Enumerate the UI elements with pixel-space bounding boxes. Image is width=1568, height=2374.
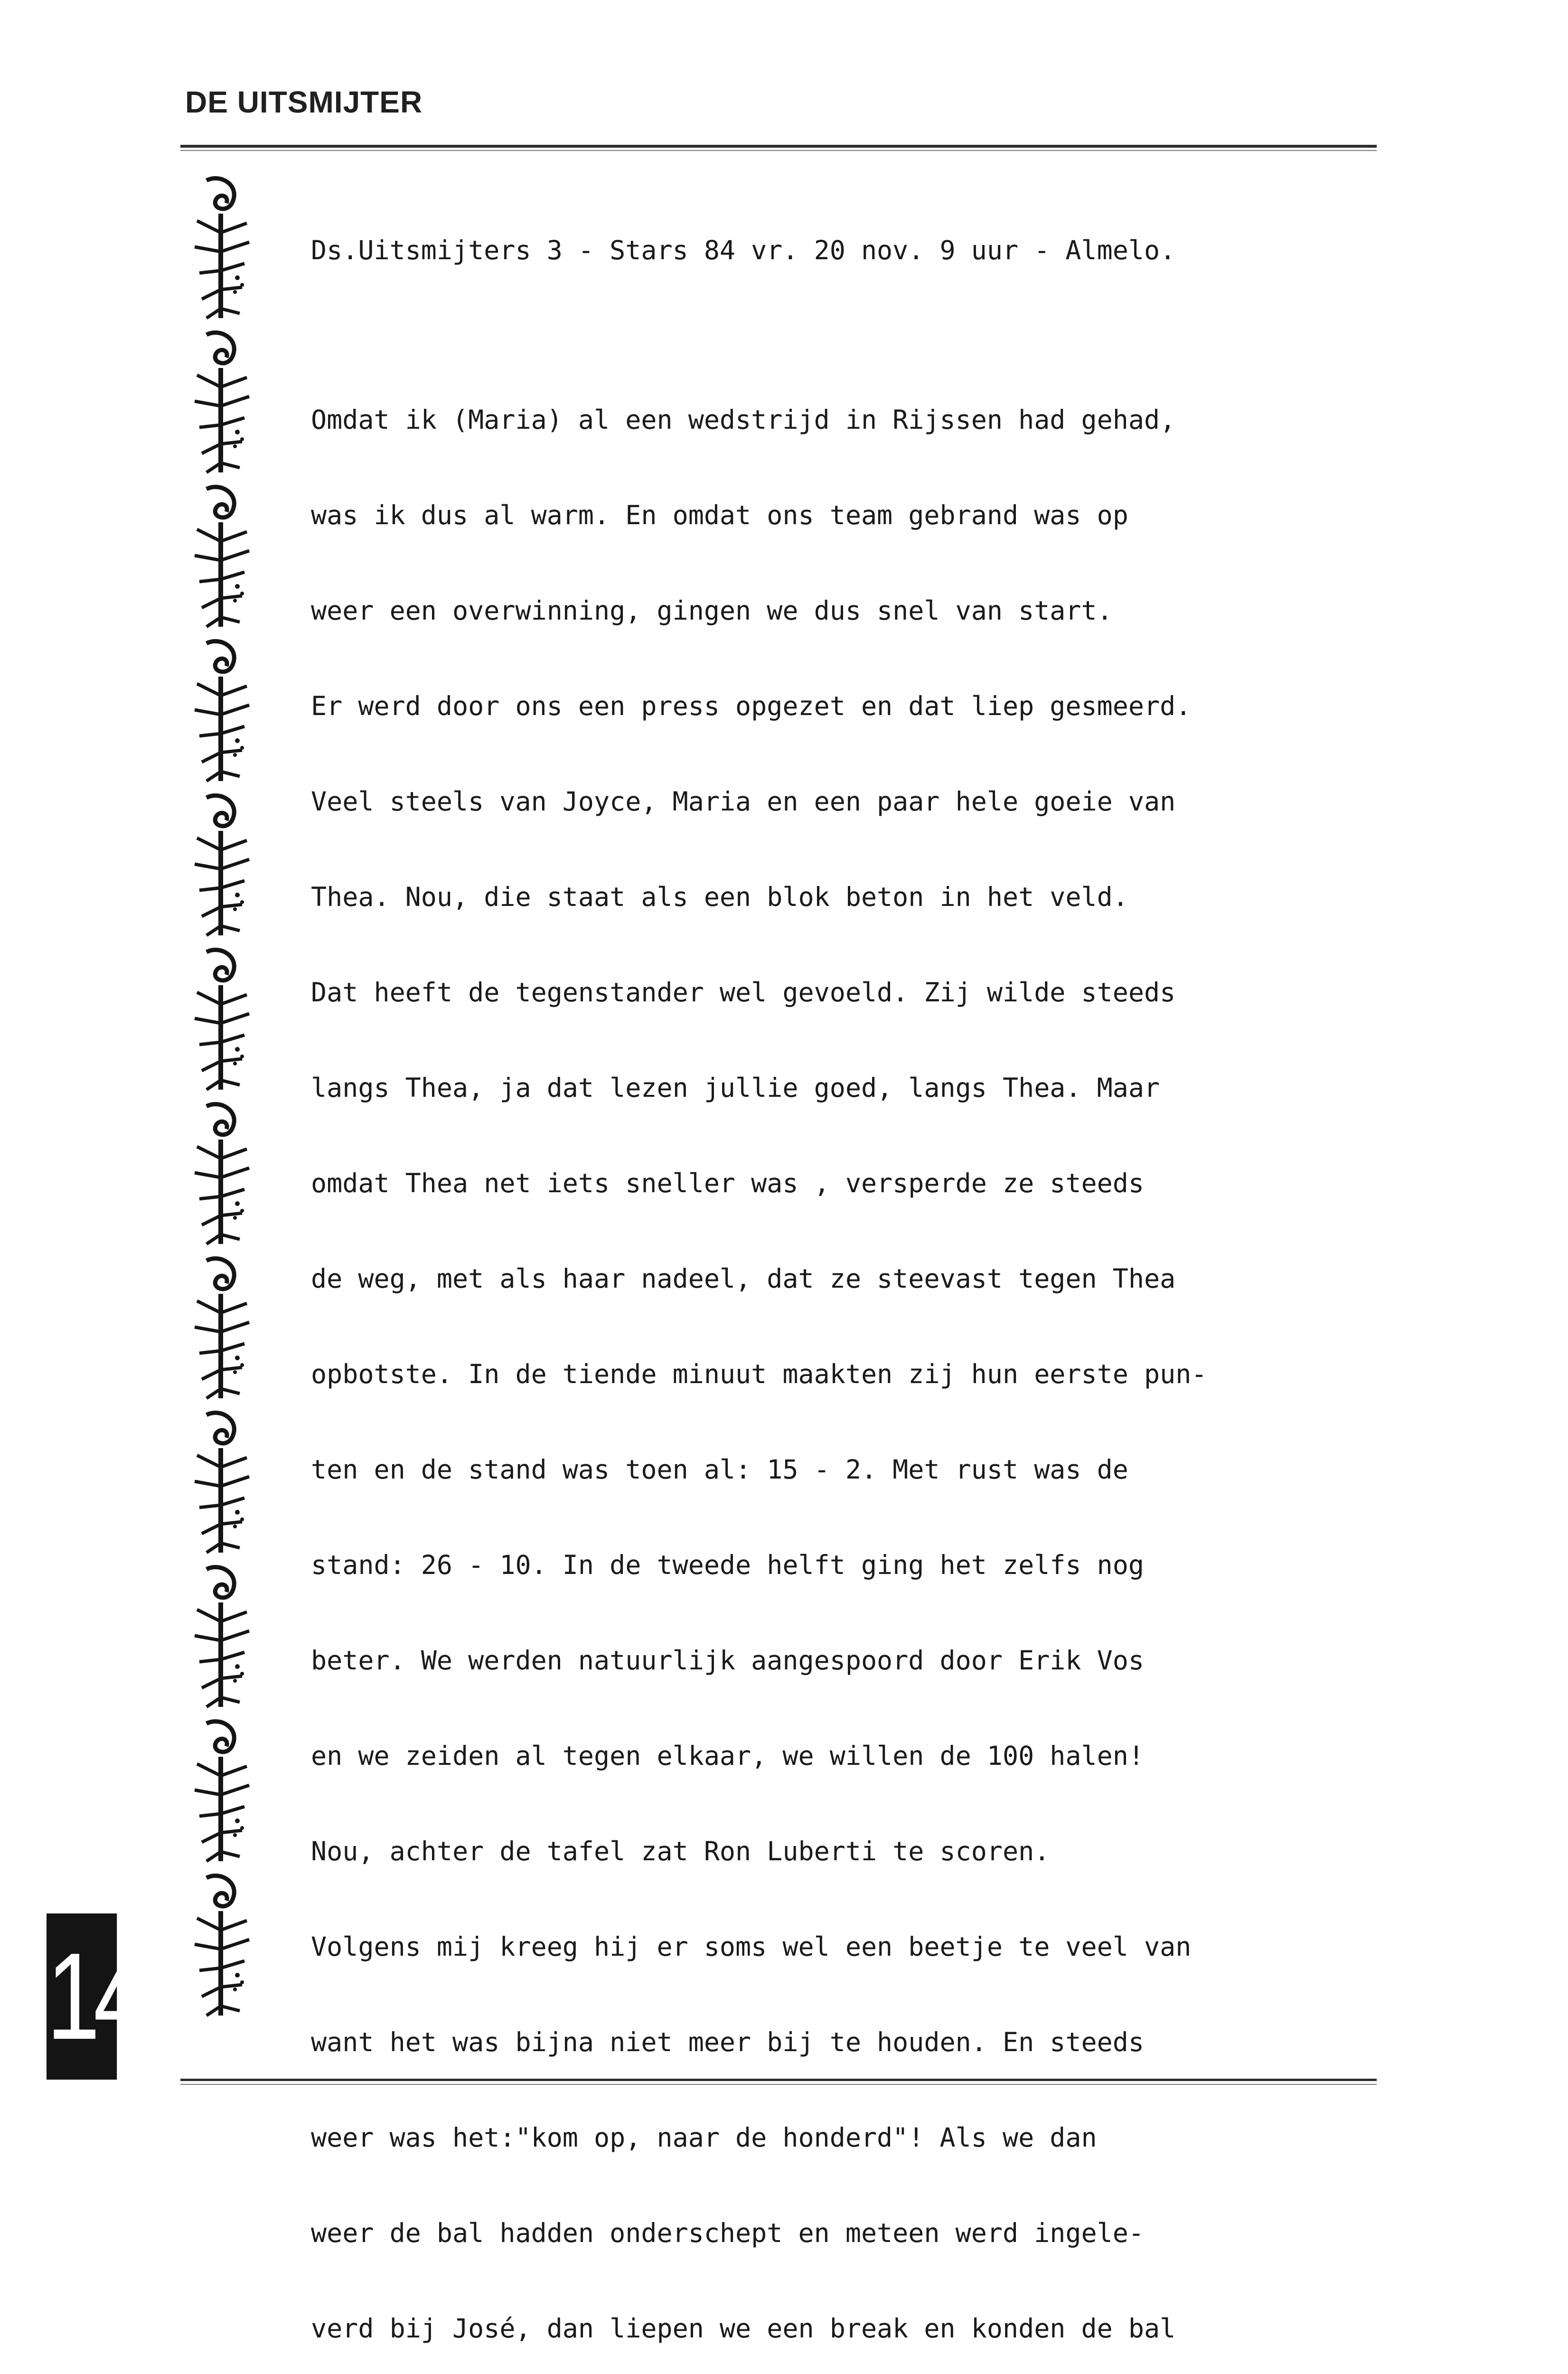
text-line: ten en de stand was toen al: 15 - 2. Met rust was de bbox=[311, 1454, 1128, 1485]
text-line: want het was bijna niet meer bij te houden. En steeds bbox=[311, 2027, 1144, 2057]
footer-rule bbox=[180, 2079, 1377, 2081]
text-line: was ik dus al warm. En omdat ons team gebrand was op bbox=[311, 500, 1128, 530]
masthead: DE UITSMIJTER bbox=[185, 85, 423, 119]
text-line: Er werd door ons een press opgezet en dat liep gesmeerd. bbox=[311, 691, 1192, 721]
text-line: weer de bal hadden onderschept en meteen werd ingele- bbox=[311, 2218, 1144, 2248]
text-line: beter. We werden natuurlijk aangespoord door Erik Vos bbox=[311, 1645, 1144, 1676]
text-line: Nou, achter de tafel zat Ron Luberti te scoren. bbox=[311, 1836, 1050, 1866]
text-line: stand: 26 - 10. In de tweede helft ging het zelfs nog bbox=[311, 1550, 1144, 1580]
page-number: 14 bbox=[47, 1913, 117, 2080]
text-line: weer was het:"kom op, naar de honderd"! Als we dan bbox=[311, 2122, 1097, 2153]
text-line: omdat Thea net iets sneller was , versperde ze steeds bbox=[311, 1168, 1144, 1198]
header-rule-thin bbox=[180, 150, 1377, 151]
text-line: langs Thea, ja dat lezen jullie goed, langs Thea. Maar bbox=[311, 1073, 1160, 1103]
text-line: opbotste. In de tiende minuut maakten zij hun eerste pun- bbox=[311, 1359, 1207, 1389]
text-line: Dat heeft de tegenstander wel gevoeld. Zij wilde steeds bbox=[311, 977, 1176, 1008]
article1-text bbox=[311, 340, 1384, 2374]
text-line: Volgens mij kreeg hij er soms wel een beetje te veel van bbox=[311, 1931, 1192, 1962]
text-line: verd bij José, dan liepen we een break en konden de bal bbox=[311, 2313, 1176, 2344]
header-rule bbox=[180, 145, 1377, 148]
footer-rule-thin bbox=[180, 2084, 1377, 2085]
article1-heading: Ds.Uitsmijters 3 - Stars 84 vr. 20 nov. 9 uur - Almelo. bbox=[311, 235, 1176, 265]
article-body bbox=[311, 171, 1384, 2374]
text-line: Thea. Nou, die staat als een blok beton in het veld. bbox=[311, 882, 1128, 912]
text-line: de weg, met als haar nadeel, dat ze steevast tegen Thea bbox=[311, 1263, 1176, 1294]
text-line: Veel steels van Joyce, Maria en een paar hele goeie van bbox=[311, 786, 1176, 817]
decorative-border bbox=[188, 176, 259, 2027]
text-line: weer een overwinning, gingen we dus snel van start. bbox=[311, 595, 1113, 626]
text-line: Omdat ik (Maria) al een wedstrijd in Rijssen had gehad, bbox=[311, 405, 1176, 435]
text-line: en we zeiden al tegen elkaar, we willen de 100 halen! bbox=[311, 1741, 1144, 1771]
